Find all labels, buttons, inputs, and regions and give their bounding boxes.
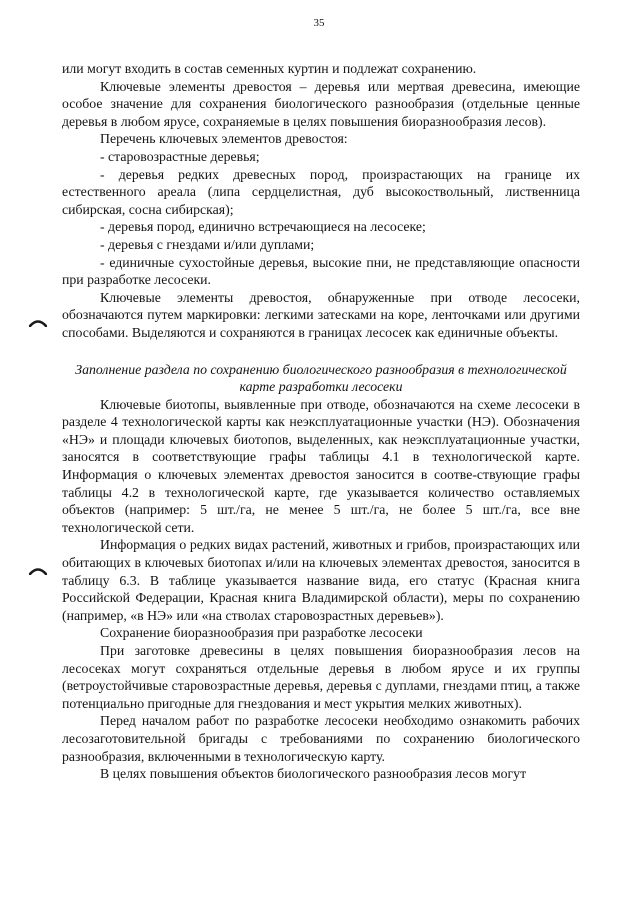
margin-mark-icon <box>29 566 47 575</box>
paragraph: или могут входить в состав семенных куртин и подлежат сохранению. <box>62 61 477 76</box>
paragraph: В целях повышения объектов биологического разнообразия лесов могут <box>100 766 527 782</box>
list-item: - старовозрастные деревья; <box>100 148 260 164</box>
paragraph: Ключевые элементы древостоя, обнаруженные при отводе лесосеки, обозначаются путем маркировки: легкими затесками на коре, ленточками или другими способами. Выделяются и сохраняются в границах лесосек как единичные объекты. <box>62 289 580 340</box>
paragraph: Перед началом работ по разработке лесосеки необходимо ознакомить рабочих лесозаготовительной бригады с требованиями по сохранению биологического разнообразия, включенными в технологическую карту. <box>62 713 580 764</box>
list-item: - деревья пород, единично встречающиеся на лесосеке; <box>100 219 426 235</box>
page-number: 35 <box>313 17 325 29</box>
paragraph: Сохранение биоразнообразия при разработке лесосеки <box>100 625 423 641</box>
paragraph: При заготовке древесины в целях повышения биоразнообразия лесов на лесосеках могут сохраняться отдельные деревья в любом ярусе и их группы (ветроустойчивые старовозрастные деревья, деревья с дуплами, гнездами птиц, а также потенциально пригодные для гнездования и мест укрытия мелких животных). <box>62 643 580 711</box>
margin-mark-icon <box>29 318 47 327</box>
list-item: - единичные сухостойные деревья, высокие пни, не представляющие опасности при разработке лесосеки. <box>62 254 580 288</box>
paragraph: Информация о редких видах растений, животных и грибов, произрастающих или обитающих в ключевых биотопах и/или на ключевых элементах древостоя, заносится в таблицу 6.3. В таблице указывается название вида, его статус (Красная книга Российской Федерации, Красная книга Владимирской области), меры по сохранению (например, «в НЭ» или «на стволах старовозрастных деревьев»). <box>62 537 580 623</box>
page-body <box>62 60 580 783</box>
paragraph: Ключевые элементы древостоя – деревья или мертвая древесина, имеющие особое значение для сохранения биологического разнообразия (отдельные ценные деревья в любом ярусе, сохраняемые в целях повышения биоразнообразия лесов). <box>62 78 580 129</box>
list-item: - деревья с гнездами и/или дуплами; <box>100 236 315 252</box>
section-heading: Заполнение раздела по сохранению биологического разнообразия в технологической карте разработки лесосеки <box>75 361 567 395</box>
paragraph: Перечень ключевых элементов древостоя: <box>100 131 348 147</box>
list-item: - деревья редких древесных пород, произрастающих на границе их естественного ареала (липа сердцелистная, дуб высокоствольный, лиственница сибирская, сосна сибирская); <box>62 166 580 217</box>
paragraph: Ключевые биотопы, выявленные при отводе, обозначаются на схеме лесосеки в разделе 4 технологической карты как неэксплуатационные участки (НЭ). Обозначения «НЭ» и площади ключевых биотопов, выделенных, как неэксплуатационные участки, заносятся в соответствующие графы таблицы 4.1 в технологической карте. Информация о ключевых элементах древостоя заносится в соотве-ствующие графы таблицы 4.2 в технологической карте, где указывается количество оставляемых объектов (например: 5 шт./га, не менее 5 шт./га, не более 5 шт./га, все вне технологической сети. <box>62 396 580 535</box>
